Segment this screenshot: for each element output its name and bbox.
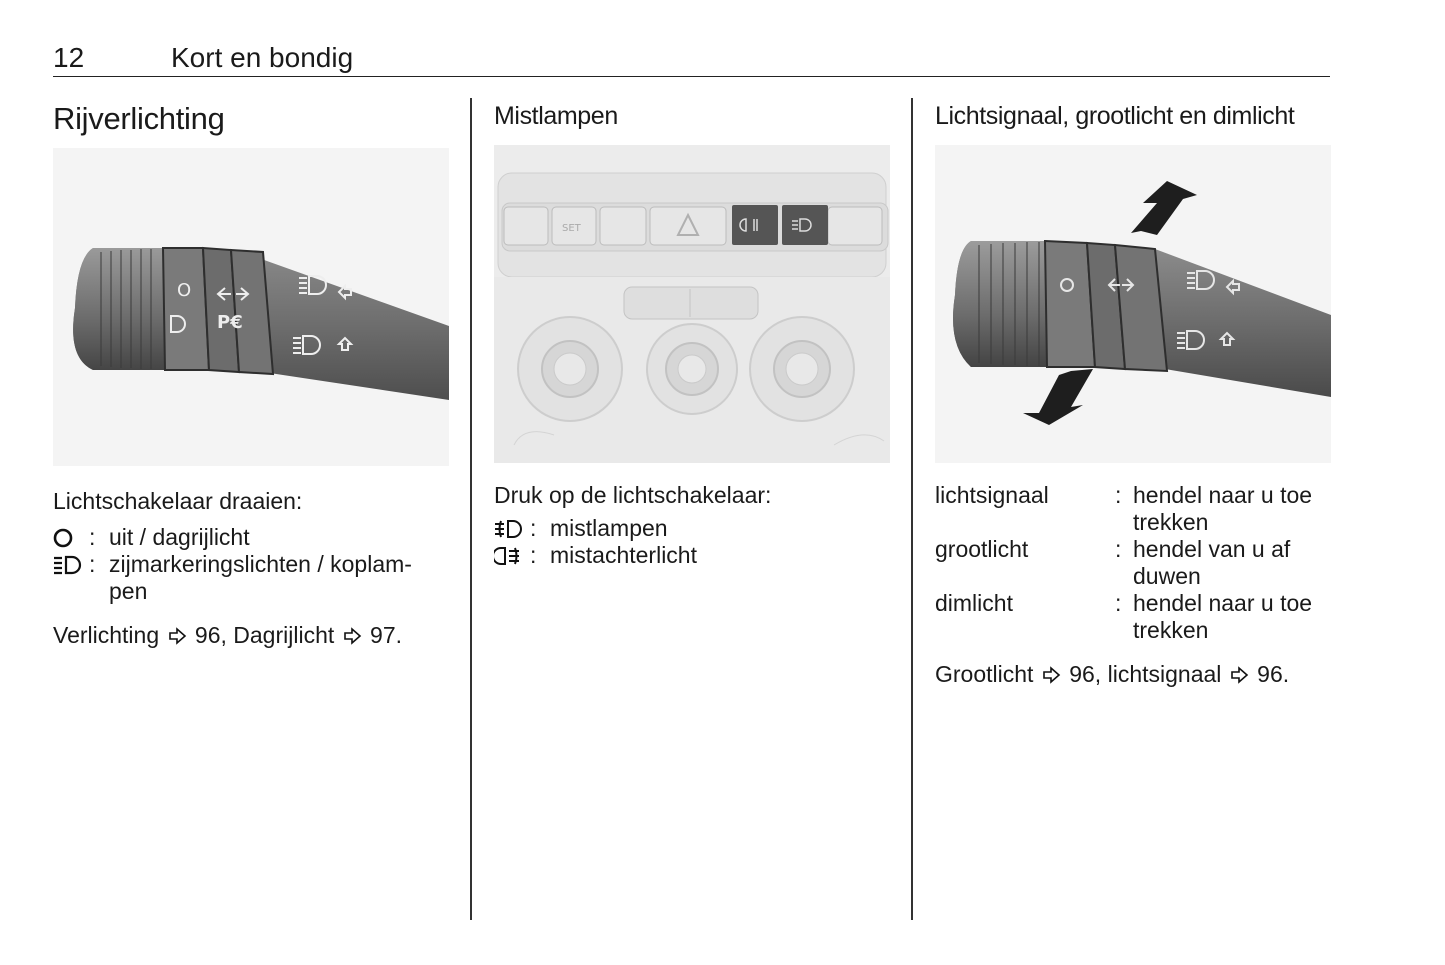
- list-item: dimlicht : hendel naar u toe trekken: [935, 590, 1331, 644]
- light-switch-figure: [53, 148, 449, 466]
- list-item: : uit / dagrijlicht: [53, 524, 449, 551]
- ref-link-grootlicht[interactable]: Grootlicht: [935, 661, 1034, 687]
- ref-link-verlichting[interactable]: Verlichting: [53, 622, 160, 648]
- list-item: grootlicht : hendel van u af duwen: [935, 536, 1331, 590]
- dashboard-illustration: [494, 145, 890, 463]
- front-fog-icon: [494, 515, 530, 542]
- rear-fog-icon: [494, 542, 530, 569]
- item-description: hendel naar u toe trekken: [1133, 482, 1313, 535]
- fog-light-list: [494, 515, 890, 569]
- list-item: : mistlampen: [494, 515, 890, 542]
- ref-page[interactable]: 96: [194, 622, 221, 648]
- beam-action-list: [935, 482, 1331, 644]
- ref-link-dagrijlicht[interactable]: Dagrijlicht: [233, 622, 335, 648]
- ref-page[interactable]: 96,: [1069, 661, 1102, 687]
- cross-reference: [935, 661, 1331, 688]
- cross-reference: Verlichting 96, Dagrijlicht 97.: [53, 622, 403, 648]
- column-divider: [470, 98, 472, 920]
- heading-lichtsignaal: Lichtsignaal, grootlicht en dimlicht: [935, 102, 1295, 130]
- beam-lever-figure: [935, 145, 1331, 463]
- intro-text: Lichtschakelaar draaien:: [53, 488, 303, 514]
- switch-position-list: [53, 524, 449, 605]
- column-lichtsignaal: [935, 98, 1331, 687]
- item-description: zijmarkeringslichten / koplam-pen: [109, 551, 412, 604]
- figure-label-park: P€: [217, 312, 243, 333]
- item-description: uit / dagrijlicht: [109, 524, 250, 550]
- heading-rijverlichting: Rijverlichting: [53, 101, 225, 136]
- column-divider: [911, 98, 913, 920]
- reference-arrow-icon: [1042, 666, 1061, 684]
- section-title: Kort en bondig: [171, 42, 354, 73]
- item-description: hendel van u af duwen: [1133, 536, 1291, 589]
- circle-off-icon: [53, 524, 89, 551]
- reference-arrow-icon: [1230, 666, 1249, 684]
- dashboard-figure: [494, 145, 890, 463]
- page-number: 12: [53, 42, 85, 73]
- item-term: dimlicht: [935, 590, 1013, 616]
- pull-toward-arrow-icon: [1023, 369, 1093, 425]
- list-item: lichtsignaal : hendel naar u toe trekken: [935, 482, 1331, 536]
- column-mistlampen: [494, 98, 890, 568]
- reference-arrow-icon: [343, 627, 362, 645]
- list-item: : zijmarkeringslichten / koplam-pen: [53, 551, 449, 605]
- intro-text: Druk op de lichtschakelaar:: [494, 482, 772, 508]
- low-beam-icon: [53, 551, 89, 578]
- figure-label-off: O: [177, 280, 192, 301]
- item-term: grootlicht: [935, 536, 1029, 562]
- column-rijverlichting: [53, 98, 449, 648]
- item-description: mistlampen: [550, 515, 668, 541]
- light-switch-illustration: [53, 148, 449, 466]
- item-description: mistachterlicht: [550, 542, 697, 568]
- ref-page[interactable]: 97.: [370, 622, 403, 648]
- figure-label-set: SET: [562, 223, 581, 234]
- list-item: : mistachterlicht: [494, 542, 890, 569]
- beam-lever-illustration: [935, 145, 1331, 463]
- item-description: hendel naar u toe trekken: [1133, 590, 1313, 643]
- heading-mistlampen: Mistlampen: [494, 102, 618, 130]
- push-away-arrow-icon: [1131, 181, 1197, 235]
- item-term: lichtsignaal: [935, 482, 1049, 508]
- ref-page[interactable]: 96.: [1257, 661, 1290, 687]
- ref-link-lichtsignaal[interactable]: lichtsignaal: [1107, 661, 1222, 687]
- page-header: [53, 40, 1330, 77]
- reference-arrow-icon: [168, 627, 187, 645]
